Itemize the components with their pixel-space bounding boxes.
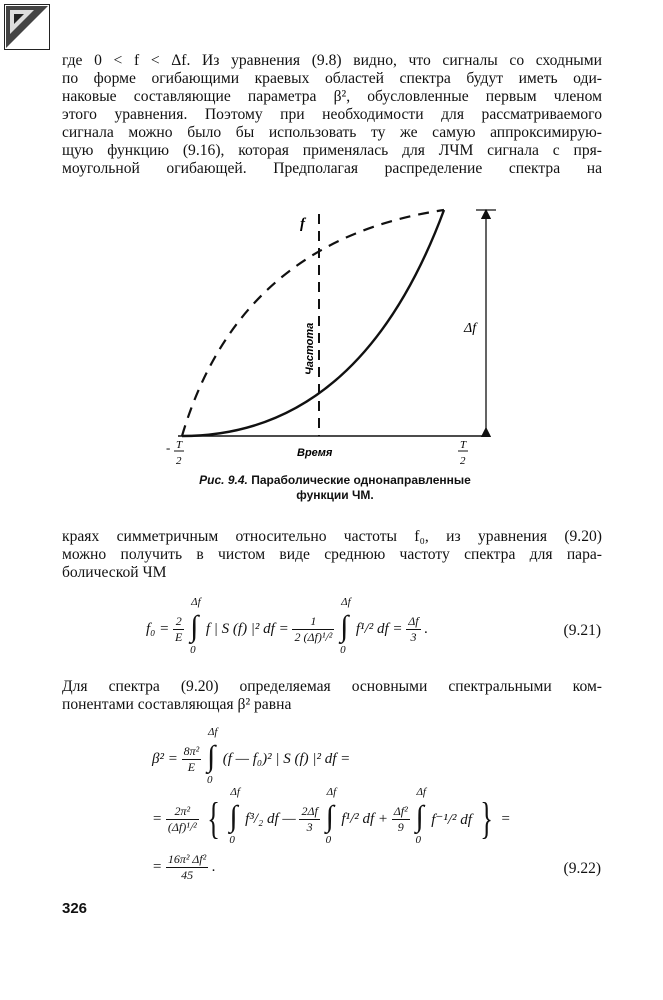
text-line: этого уравнения. Поэтому при необходимости для рассматриваемого: [62, 106, 602, 123]
figure-caption: [170, 473, 500, 503]
paragraph-2: [62, 528, 602, 582]
eq-integrand: f¹/² df =: [355, 620, 403, 637]
eq-fraction: $\frac{\Delta f}{3}$: [408, 613, 419, 644]
equation-9-22-line-2: = $\frac{\text{2π²}}{\text{(Δf)¹/²}}$ { Δf ∫ 0 f³/₂ df — $\frac{2\Delta f}{3}$ Δf ∫ 0 f¹/² df + $\frac{\text{Δf²}}{9}$ Δf ∫ 0 f⁻¹/² df } =: [152, 786, 511, 846]
text-line: щую функцию (9.16), которая применялась для ЛЧМ сигнала с пря-: [62, 142, 602, 159]
label-left-sign: -: [166, 440, 171, 455]
integral-sign: Δf ∫ 0: [415, 786, 426, 846]
figure-9-4: [160, 200, 500, 470]
paragraph-1: [62, 52, 602, 178]
integral-sign: Δf ∫ 0: [340, 596, 351, 656]
equation-9-22-line-1: β² = $\frac{\text{8π²}}{E}$ Δf ∫ 0 (f — f₀)² | S (f) |² df =: [152, 726, 351, 786]
text-line: можно получить в чистом виде среднюю частоту спектра для пара-: [62, 546, 602, 563]
integral-sign: Δf ∫ 0: [325, 786, 337, 846]
eq-fraction: $\frac{2\Delta f}{3}$: [301, 803, 318, 834]
integral-sign: Δf ∫ 0: [229, 786, 240, 846]
corner-ornament: [4, 4, 50, 50]
equation-number-9-21: (9.21): [563, 622, 601, 639]
text-line: по форме огибающими краевых областей спектра будут иметь оди-: [62, 70, 602, 87]
text-line: где 0 < f < Δf. Из уравнения (9.8) видно, что сигналы со сходными: [62, 52, 602, 69]
paragraph-3: [62, 678, 602, 714]
text-line: наковые составляющие параметра β², обусловленные первым членом: [62, 88, 602, 105]
text-line: сигнала можно было бы использовать ту же самую аппроксимирую-: [62, 124, 602, 141]
label-delta-f: Δf: [464, 321, 477, 336]
eq-fraction: $\frac{\text{Δf²}}{9}$: [393, 803, 408, 834]
eq-fraction: $\frac{\text{2π²}}{\text{(Δf)¹/²}}$: [167, 803, 197, 834]
eq-fraction: $\frac{2}{E}$: [175, 613, 183, 644]
caption-number: Рис. 9.4.: [199, 473, 248, 487]
text-line: Для спектра (9.20) определяемая основными спектральными ком-: [62, 678, 602, 695]
caption-line-1: Параболические однонаправленные: [251, 473, 471, 487]
text-line: моугольной огибающей. Предполагая распределение спектра на: [62, 160, 602, 177]
equation-9-22-line-3: = $\frac{\text{16π² Δf²}}{45}$ .: [152, 852, 216, 882]
integral-sign: Δf ∫ 0: [206, 726, 218, 786]
label-frequency: Частота: [304, 322, 316, 375]
eq-lhs: f₀ =: [146, 620, 170, 637]
text-line: понентами составляющая β² равна: [62, 696, 292, 713]
equation-9-21: f₀ = $\frac{2}{E}$ Δf ∫ 0 f | S (f) |² df = $\frac{1}{\text{2 (Δf)¹/²}}$ Δf ∫ 0 f¹/² df = $\frac{\Delta f}{3}$ .: [146, 596, 429, 656]
eq-fraction: $\frac{\text{16π² Δf²}}{45}$: [167, 852, 207, 882]
label-time: Время: [297, 447, 333, 459]
integral-sign: Δf ∫ 0: [190, 596, 201, 656]
eq-fraction: $\frac{1}{\text{2 (Δf)¹/²}}$: [294, 613, 333, 644]
eq-integrand: f | S (f) |² df =: [205, 620, 289, 637]
text-line: болической ЧМ: [62, 564, 167, 581]
label-right-num: T: [460, 439, 467, 451]
eq-fraction: $\frac{\text{8π²}}{E}$: [183, 743, 200, 774]
caption-line-2: функции ЧМ.: [296, 488, 374, 502]
equation-number-9-22: (9.22): [563, 860, 601, 877]
label-f: f: [300, 216, 305, 232]
label-left-num: T: [176, 439, 183, 451]
label-right-den: 2: [460, 455, 466, 467]
page-number: 326: [62, 900, 88, 917]
label-left-den: 2: [176, 455, 182, 467]
text-line: краях симметричным относительно частоты f₀, из уравнения (9.20): [62, 528, 602, 545]
